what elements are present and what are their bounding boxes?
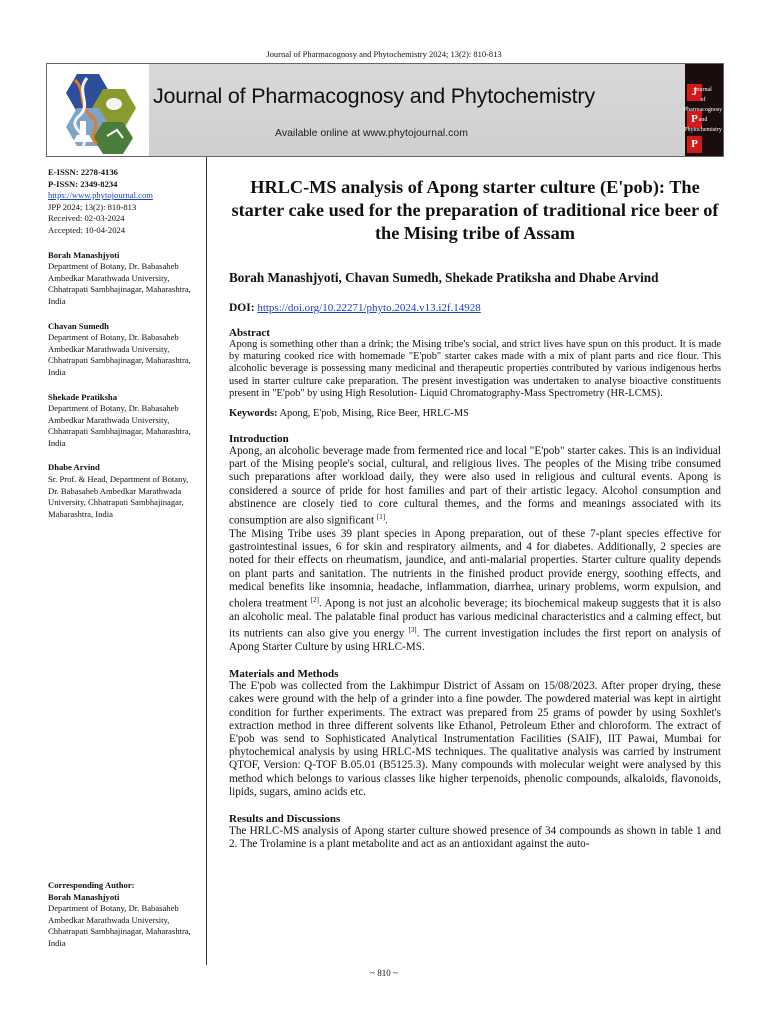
corresponding-name: Borah Manashjyoti [48, 891, 120, 902]
available-online: Available online at www.phytojournal.com [275, 127, 468, 139]
reference-2[interactable]: [2] [310, 595, 319, 604]
jpp-letter-p1: P [687, 111, 702, 128]
citation-line: Journal of Pharmacognosy and Phytochemistry 2024; 13(2): 810-813 [266, 49, 502, 59]
corresponding-label: Corresponding Author: [48, 880, 135, 890]
author-block [48, 392, 200, 450]
author-affiliation: Sr. Prof. & Head, Department of Botany, Dr. Babasaheb Ambedkar Marathwada University, Chhatrapati Sambhajinagar, Maharashtra, India [48, 474, 189, 519]
jpp-citation: JPP 2024; 13(2): 810-813 [48, 201, 137, 212]
author-name: Chavan Sumedh [48, 320, 109, 331]
results-heading: Results and Discussions [229, 813, 341, 826]
introduction-paragraph: The Mising Tribe uses 39 plant species in Apong preparation, out of these 7-plant species effective for gastrointestinal issues, 6 for skin and respiratory ailments, and 4 for diabetes. Additionally, 2 species are noted for their effects on rheumatism, jaundice, and anti-malarial properties. Starter culture quality depends on plant parts and sanitation. The nutrients in the finished product provide energy, soothing effects, and medical benefits like insomnia, headache, inflammation, diarrhea, urinary problems, worm expulsion, and cholera treatment [2]. Apong is not just an alcoholic beverage; its biochemical makeup suggests that it is also an alcoholic meal. The palatable final product has various medicinal characteristics and a calming effect, but its nutrients can also give you energy [3]. The current investigation includes the first report on analysis of Apong Starter Culture by using HRLC-MS. [229, 527, 722, 654]
corresponding-affiliation: Department of Botany, Dr. Babasaheb Ambedkar Marathwada University, Chhatrapati Sambhajinagar, Maharashtra, India [48, 903, 191, 948]
methods-paragraph: The E'pob was collected from the Lakhimpur District of Assam on 15/08/2023. After proper drying, these cakes were ground with the help of a grinder into a fine powder. The powdered material was kept in airtight condition for further experiments. The extract was prepared from 25 grams of powder by using Soxhlet's extraction method in three different solvents like Ethanol, Petroleum Ether and chloroform. The extract of E'pob was send to Sophisticated Analytical Instrumentation Facilities (SAIF), IIT Pawai, Mumbai for phytochemical analysis by using HRLC-MS techniques. The qualitative analysis was carried by instrument QTOF, Version: Q-TOF B.05.01 (B5125.3). Many compounds with molecular weight were analysed by this method which belongs to various classes like higher terpenoids, phenolic compounds, alkaloids, flavonoids, lipids, sugars, amino acids etc. [229, 680, 721, 798]
journal-banner [46, 63, 724, 157]
website-link-row [48, 190, 200, 202]
article-main [229, 176, 721, 852]
keywords-row [229, 408, 721, 419]
author-block [48, 462, 200, 520]
author-name: Shekade Pratiksha [48, 391, 118, 402]
p-issn: P-ISSN: 2349-8234 [48, 178, 118, 189]
reference-3[interactable]: [3] [408, 626, 417, 635]
doi-link[interactable]: https://doi.org/10.22271/phyto.2024.v13.i2f.14928 [257, 302, 481, 314]
article-title: HRLC-MS analysis of Apong starter culture (E'pob): The starter cake used for the preparation of traditional rice beer of the Mising tribe of Assam [231, 177, 719, 243]
introduction-heading: Introduction [229, 433, 289, 446]
keywords-label: Keywords: [229, 408, 278, 420]
doi-row [229, 302, 721, 314]
jpp-badge-text: Journal of Pharmacognosy and Phytochemistry [683, 87, 723, 133]
results-paragraph: The HRLC-MS analysis of Apong starter culture showed presence of 34 compounds as shown in table 1 and 2. The Trolamine is a plant metabolite and act as an antioxidant against the auto- [229, 825, 721, 851]
dates-block [48, 202, 200, 237]
jpp-letter-p2: P [687, 136, 702, 153]
author-affiliation: Department of Botany, Dr. Babasaheb Ambedkar Marathwada University, Chhatrapati Sambhajinagar, Maharashtra, India [48, 261, 191, 306]
accepted-date: Accepted: 10-04-2024 [48, 224, 126, 235]
author-block [48, 250, 200, 308]
reference-1[interactable]: [1] [376, 513, 386, 522]
author-name: Borah Manashjyoti [48, 249, 120, 260]
dna-flask-logo-icon [47, 64, 149, 156]
column-divider [206, 157, 207, 965]
banner-title-area [149, 64, 685, 156]
jpp-letter-j: J [687, 84, 702, 101]
sidebar [48, 167, 200, 520]
website-link[interactable]: https://www.phytojournal.com [48, 190, 153, 201]
author-block [48, 321, 200, 379]
e-issn: E-ISSN: 2278-4136 [48, 167, 118, 177]
article-authors: Borah Manashjyoti, Chavan Sumedh, Shekade Pratiksha and Dhabe Arvind [229, 270, 659, 285]
abstract-text: Apong is something other than a drink; the Mising tribe's social, and strict lives have spun on this product. It is made by maturing cooked rice with homemade "E'pob" starter cakes made with a mix of plant parts and rice flour. This alcoholic beverage is possessing many medicinal and therapeutic properties contributed by various indigenous herbs used in starter culture cake preparation. The present investigation was undertaken to analyse bioactive constituents present in "E'pob" by using High Resolution- Liquid Chromatography-Mass Spectrometry (HR-LCMS). [229, 339, 721, 399]
introduction-paragraph: Apong, an alcoholic beverage made from fermented rice and local "E'pob" starter cakes. This is an individual part of the Mising people's social, cultural, and religious lives. The peoples of the Mising tribe consumed such preparations after workload daily, they were also used in religious and cultural events. Apong is considered a source of pride for host families and part of their artistic legacy. Alcohol consumption and abstinence are closely tied to core cultural themes, and the forms and meanings associated with its consumption are also significant [1]. [229, 445, 721, 527]
author-affiliation: Department of Botany, Dr. Babasaheb Ambedkar Marathwada University, Chhatrapati Sambhajinagar, Maharashtra, India [48, 332, 191, 377]
author-affiliation: Department of Botany, Dr. Babasaheb Ambedkar Marathwada University, Chhatrapati Sambhajinagar, Maharashtra, India [48, 403, 191, 448]
corresponding-author [48, 880, 200, 950]
abstract-heading: Abstract [229, 327, 270, 339]
keywords-text: Apong, E'pob, Mising, Rice Beer, HRLC-MS [279, 408, 469, 420]
issn-block [48, 167, 200, 190]
methods-heading: Materials and Methods [229, 668, 339, 681]
received-date: Received: 02-03-2024 [48, 213, 125, 224]
journal-title: Journal of Pharmacognosy and Phytochemistry [153, 84, 595, 108]
author-name: Dhabe Arvind [48, 462, 100, 473]
doi-label: DOI: [229, 302, 255, 314]
journal-logo [47, 64, 149, 156]
page-number: ~ 810 ~ [370, 968, 398, 978]
